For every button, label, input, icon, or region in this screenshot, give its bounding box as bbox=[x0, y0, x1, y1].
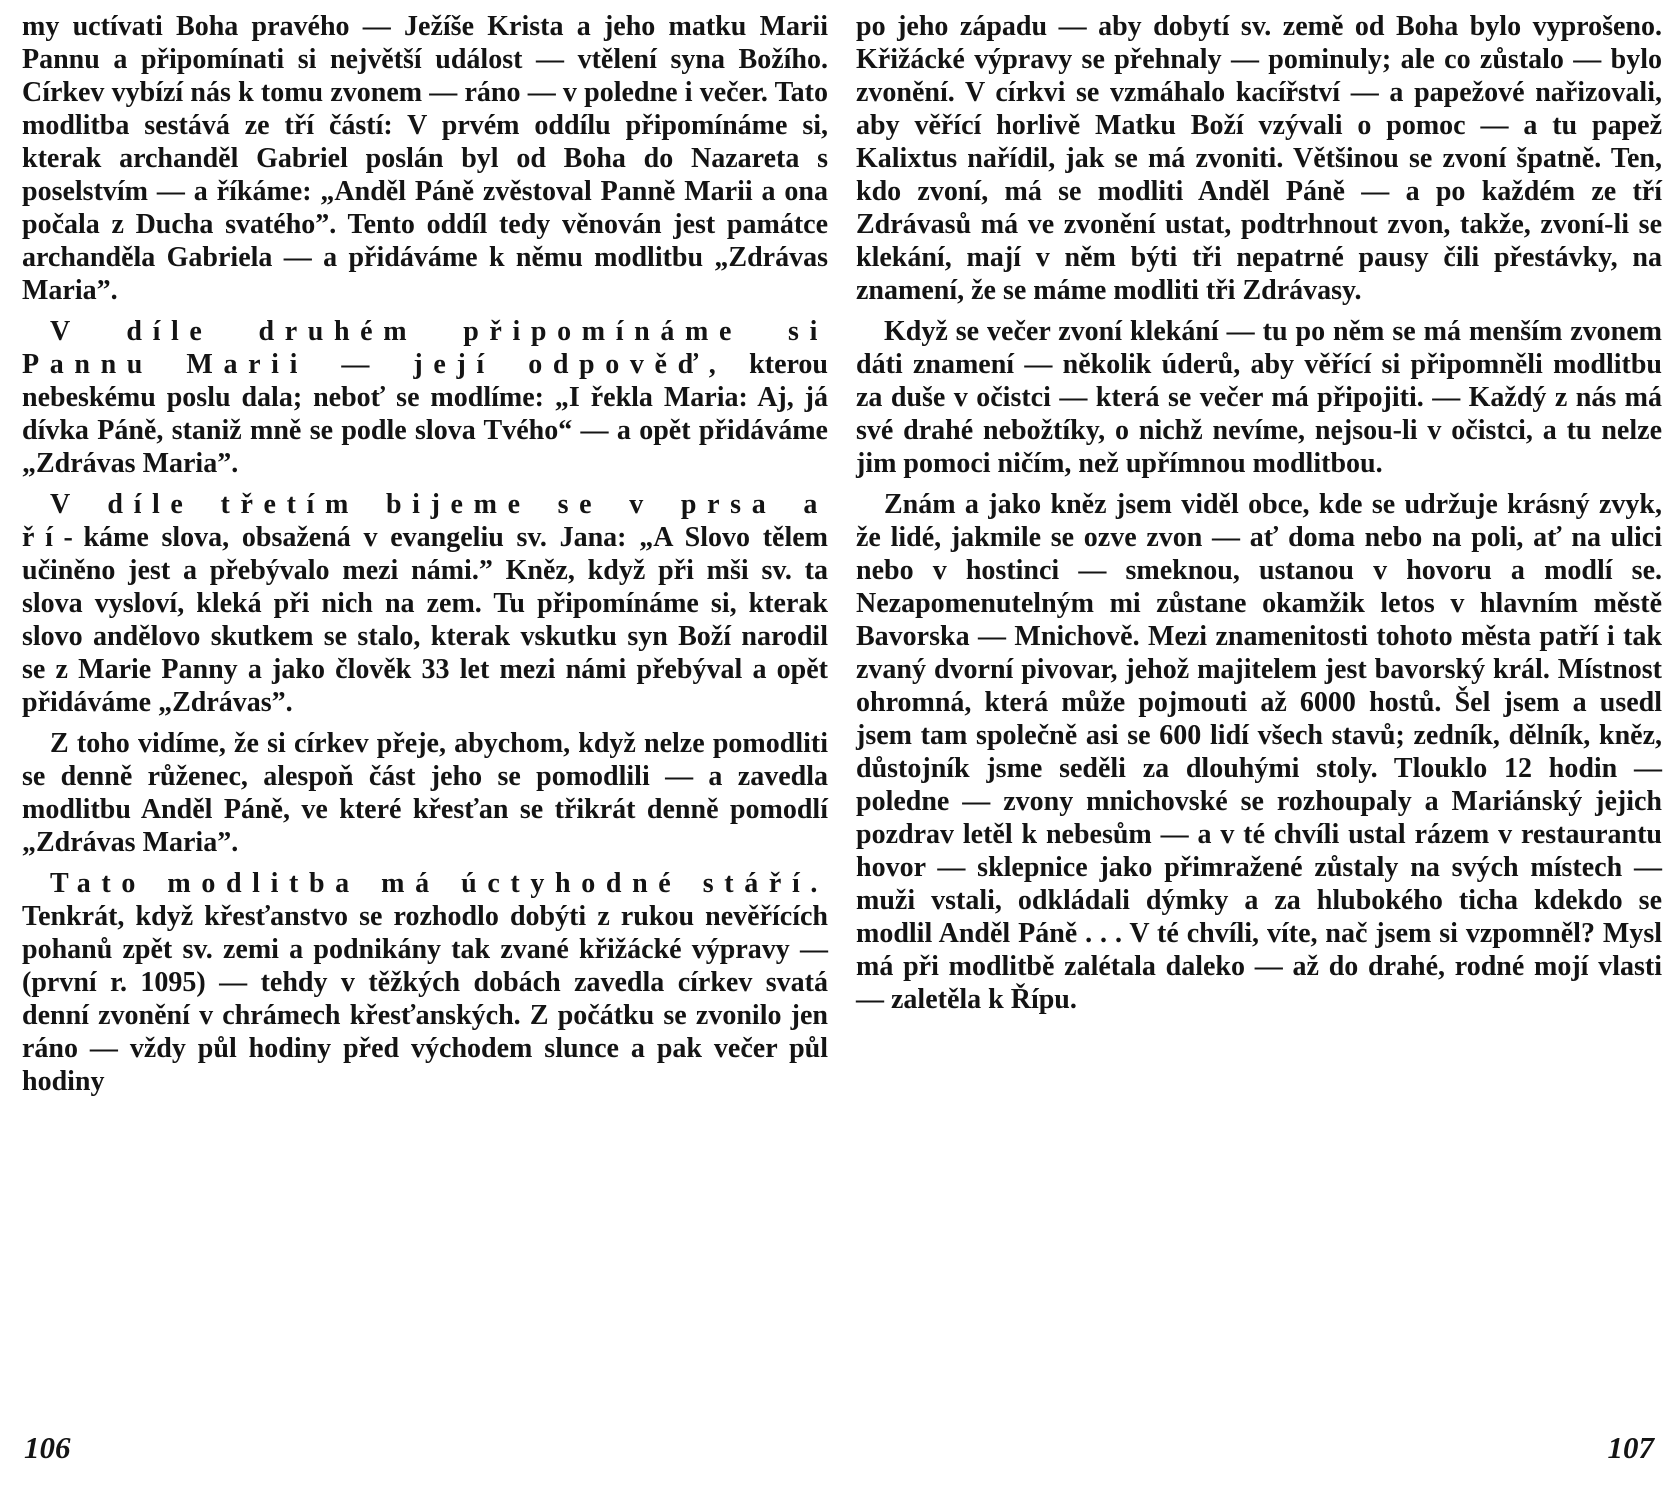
paragraph-text: Znám a jako kněz jsem viděl obce, kde se udržuje krásný zvyk, že lidé, jakmile se ozve zvon — ať doma nebo na poli, ať na ulici nebo v hostinci — smeknou, ustanou v hovoru a modlí se. Nezapomenutelným mi zůstane okamžik letos v hlavním městě Bavorska — Mnichově. Mezi znamenitosti tohoto města patří i tak zvaný dvorní pivovar, jehož majitelem jest bavorský král. Místnost ohromná, která může pojmouti až 6000 hostů. Šel jsem a usedl jsem tam společně asi se 600 lidí všech stavů; zedník, dělník, kněz, důstojník jsme seděli za dlouhými stoly. Tlouklo 12 hodin — poledne — zvony mnichovské se rozhoupaly a Mariánský jejich pozdrav letěl k nebesům — a v té chvíli ustal rázem v restaurantu hovor — sklepnice jako přimražené zůstaly na svých místech — muži vstali, odkládali dýmky a za hlubokého ticha kdekdo se modlil Anděl Páně . . . V té chvíli, víte, nač jsem si vzpomněl? Mysl má při modlitbě zalétala daleko — až do drahé, rodné mojí vlasti — zaletěla k Řípu. bbox=[856, 489, 1662, 1015]
left-page-text bbox=[22, 10, 828, 1400]
paragraph-text: káme slova, obsažená v evangeliu sv. Jana: „A Slovo tělem učiněno jest a přebývalo mezi námi.” Kněz, když při mši sv. ta slova vysloví, kleká při nich na zem. Tu připomínáme si, kterak slovo andělovo skutkem se stalo, kterak vskutku syn Boží narodil se z Marie Panny a jako člověk 33 let mezi námi přebýval a opět přidáváme „Zdrávas”. bbox=[22, 522, 828, 718]
paragraph bbox=[22, 867, 828, 1098]
paragraph bbox=[856, 488, 1662, 1016]
paragraph-text: Tenkrát, když křesťanstvo se rozhodlo dobýti z rukou nevěřících pohanů zpět sv. zemi a podnikány tak zvané křižácké výpravy — (první r. 1095) — tehdy v těžkých dobách zavedla církev svatá denní zvonění v chrámech křesťanských. Z počátku se zvonilo jen ráno — vždy půl hodiny před východem slunce a pak večer půl hodiny bbox=[22, 901, 828, 1097]
paragraph-text: Z toho vidíme, že si církev přeje, abychom, když nelze pomodliti se denně růženec, alespoň část jeho se pomodlili — a zavedla modlitbu Anděl Páně, ve které křesťan se třikrát denně pomodlí „Zdrávas Maria”. bbox=[22, 728, 828, 858]
paragraph bbox=[856, 315, 1662, 480]
paragraph bbox=[22, 727, 828, 859]
right-page-text bbox=[856, 10, 1662, 1400]
page-number-right: 107 bbox=[1607, 1430, 1654, 1465]
paragraph bbox=[22, 488, 828, 719]
paragraph bbox=[22, 10, 828, 307]
paragraph bbox=[856, 10, 1662, 307]
paragraph-text: my uctívati Boha pravého — Ježíše Krista a jeho matku Marii Pannu a připomínati si největší událost — vtělení syna Božího. Církev vybízí nás k tomu zvonem — ráno — v poledne i večer. Tato modlitba sestává ze tří částí: V prvém oddílu připomínáme si, kterak archanděl Gabriel poslán byl od Boha do Nazareta s poselstvím — a říkáme: „Anděl Páně zvěstoval Panně Marii a ona počala z Ducha svatého”. Tento oddíl tedy věnován jest památce archanděla Gabriela — a přidáváme k němu modlitbu „Zdrávas Maria”. bbox=[22, 11, 828, 306]
page-number-left: 106 bbox=[24, 1430, 71, 1465]
spaced-lead: V díle třetím bijeme se v prsa a ří- bbox=[22, 489, 828, 553]
paragraph-text: Když se večer zvoní klekání — tu po něm se má menším zvonem dáti znamení — několik úderů, aby věřící si připomněli modlitbu za duše v očistci — která se večer má připojiti. — Každý z nás má své drahé nebožtíky, o nichž nevíme, nejsou-li v očistci, a tu nelze jim pomoci ničím, než upřímnou modlitbou. bbox=[856, 316, 1662, 479]
paragraph-text: po jeho západu — aby dobytí sv. země od Boha bylo vyprošeno. Křižácké výpravy se přehnaly — pominuly; ale co zůstalo — bylo zvonění. V církvi se vzmáhalo kacířství — a papežové nařizovali, aby věřící horlivě Matku Boží vzývali o pomoc — a tu papež Kalixtus nařídil, jak se má zvoniti. Většinou se zvoní špatně. Ten, kdo zvoní, má se modliti Anděl Páně — a po každém ze tří Zdrávasů má ve zvonění ustat, podtrhnout zvon, takže, zvoní-li se klekání, mají v něm býti tři nepatrné pausy čili přestávky, na znamení, že se máme modliti tři Zdrávasy. bbox=[856, 11, 1662, 306]
paragraph-text: kterou nebeskému poslu dala; neboť se modlíme: „I řekla Maria: Aj, já dívka Páně, staniž mně se podle slova Tvého“ — a opět přidáváme „Zdrávas Maria”. bbox=[22, 349, 828, 479]
spaced-lead: Tato modlitba má úctyhodné stáří. bbox=[50, 868, 828, 899]
paragraph bbox=[22, 315, 828, 480]
spaced-lead: V díle druhém připomínáme si Pannu Marii — její odpověď, bbox=[22, 316, 828, 380]
